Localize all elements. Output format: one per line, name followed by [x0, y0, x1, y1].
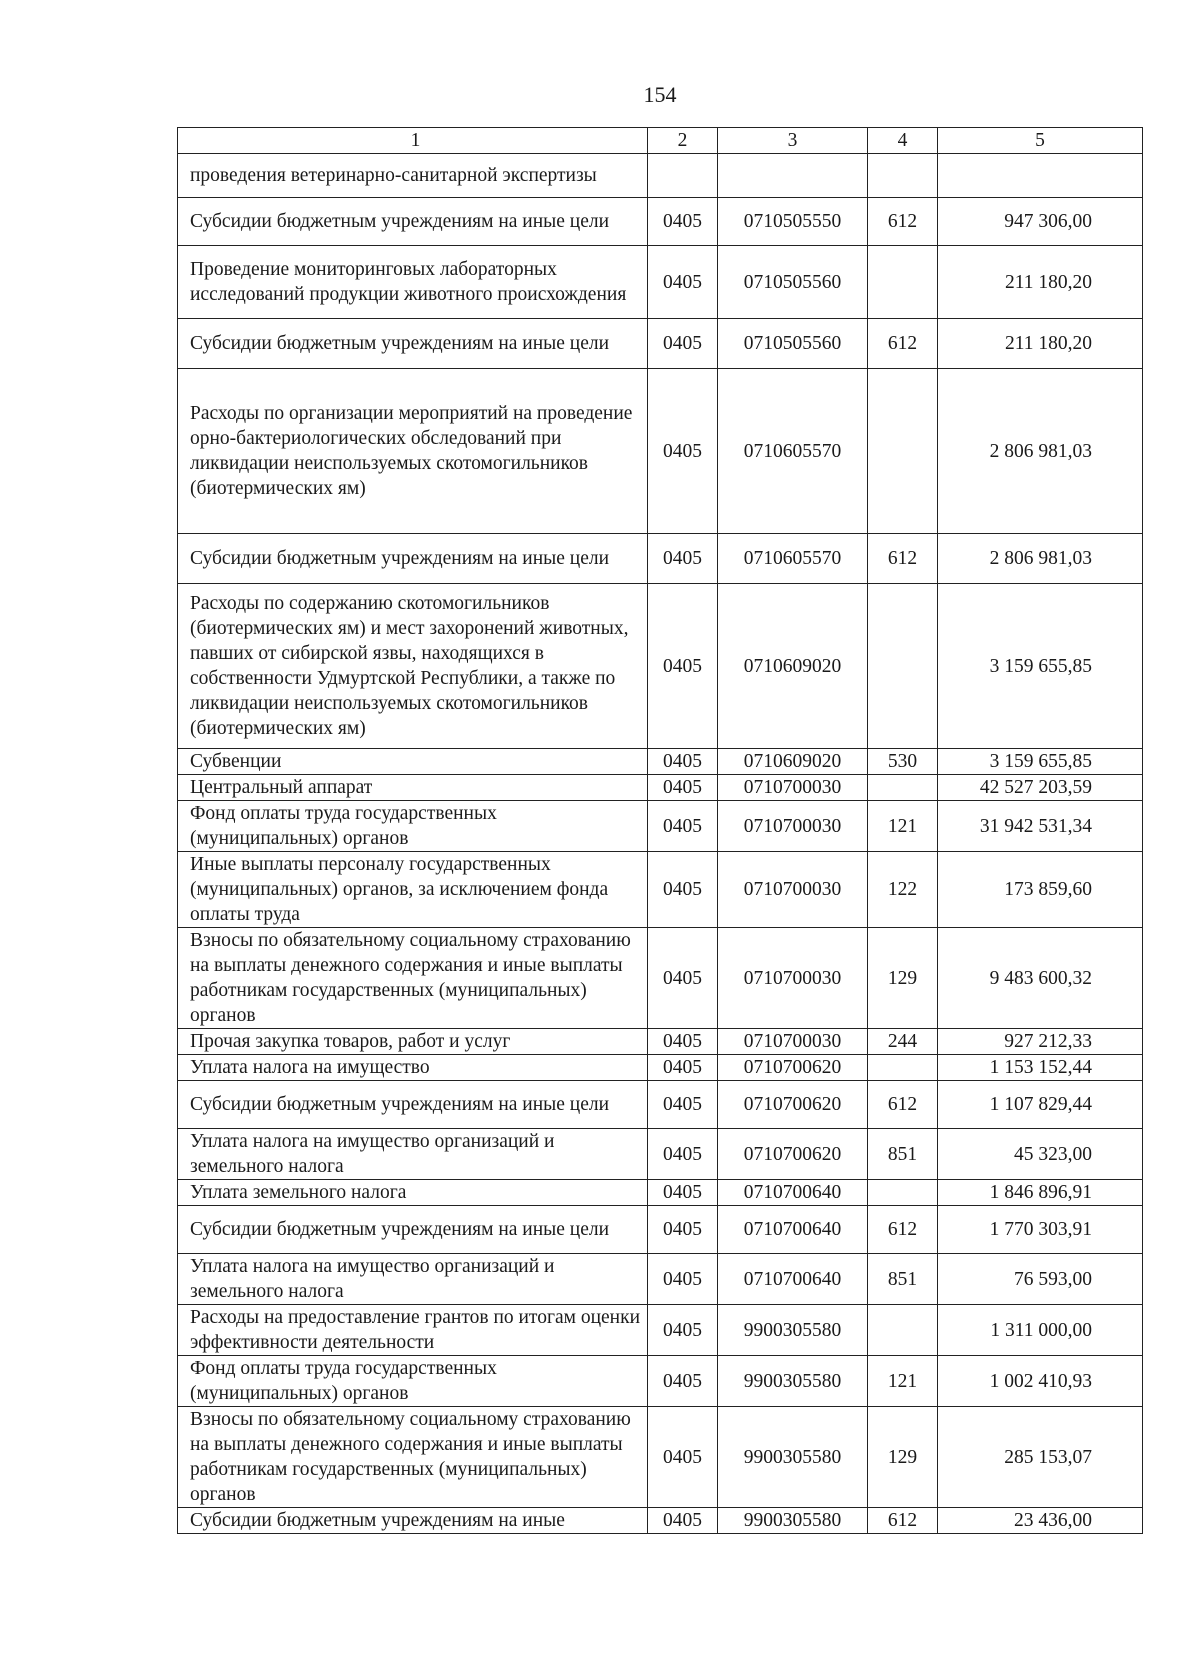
expense-name-cell: Взносы по обязательному социальному страхованию на выплаты денежного содержания и иные выплаты работникам государственных (муниципальных) органов	[178, 928, 648, 1029]
amount-cell: 3 159 655,85	[938, 584, 1143, 749]
expense-name-cell: Субсидии бюджетным учреждениям на иные цели	[178, 198, 648, 246]
table-row	[178, 198, 1143, 246]
section-code-cell: 0405	[648, 1254, 718, 1305]
expense-type-cell: 530	[868, 749, 938, 775]
amount-cell: 23 436,00	[938, 1508, 1143, 1534]
table-row	[178, 1081, 1143, 1129]
amount-cell: 211 180,20	[938, 246, 1143, 319]
amount-cell: 2 806 981,03	[938, 369, 1143, 534]
target-article-cell: 0710609020	[718, 749, 868, 775]
target-article-cell: 0710505560	[718, 319, 868, 369]
target-article-cell: 0710700030	[718, 928, 868, 1029]
amount-cell: 1 846 896,91	[938, 1180, 1143, 1206]
section-code-cell: 0405	[648, 749, 718, 775]
table-row	[178, 801, 1143, 852]
expense-type-cell	[868, 246, 938, 319]
table-row	[178, 1254, 1143, 1305]
expense-name-cell: Центральный аппарат	[178, 775, 648, 801]
amount-cell: 285 153,07	[938, 1407, 1143, 1508]
target-article-cell: 0710505560	[718, 246, 868, 319]
table-row	[178, 1356, 1143, 1407]
expense-type-cell	[868, 1305, 938, 1356]
table-row	[178, 1508, 1143, 1534]
table-row	[178, 928, 1143, 1029]
section-code-cell: 0405	[648, 369, 718, 534]
target-article-cell	[718, 154, 868, 198]
expense-name-cell: Фонд оплаты труда государственных (муниципальных) органов	[178, 1356, 648, 1407]
table-row	[178, 534, 1143, 584]
target-article-cell: 0710700620	[718, 1129, 868, 1180]
budget-table	[177, 127, 1143, 1534]
section-code-cell: 0405	[648, 1305, 718, 1356]
table-row	[178, 749, 1143, 775]
column-header: 3	[718, 128, 868, 154]
target-article-cell: 0710700620	[718, 1081, 868, 1129]
expense-type-cell: 121	[868, 801, 938, 852]
section-code-cell: 0405	[648, 1356, 718, 1407]
expense-name-cell: Субсидии бюджетным учреждениям на иные	[178, 1508, 648, 1534]
expense-name-cell: Иные выплаты персоналу государственных (муниципальных) органов, за исключением фонда оплаты труда	[178, 852, 648, 928]
expense-type-cell: 851	[868, 1129, 938, 1180]
amount-cell: 211 180,20	[938, 319, 1143, 369]
section-code-cell: 0405	[648, 1081, 718, 1129]
target-article-cell: 0710700640	[718, 1206, 868, 1254]
expense-name-cell: Расходы на предоставление грантов по итогам оценки эффективности деятельности	[178, 1305, 648, 1356]
table-row	[178, 1029, 1143, 1055]
expense-name-cell: Уплата налога на имущество	[178, 1055, 648, 1081]
column-header: 4	[868, 128, 938, 154]
table-row	[178, 1180, 1143, 1206]
section-code-cell: 0405	[648, 928, 718, 1029]
amount-cell: 9 483 600,32	[938, 928, 1143, 1029]
target-article-cell: 9900305580	[718, 1305, 868, 1356]
page-number: 154	[643, 82, 677, 107]
expense-type-cell	[868, 775, 938, 801]
target-article-cell: 0710505550	[718, 198, 868, 246]
target-article-cell: 0710605570	[718, 369, 868, 534]
column-header: 5	[938, 128, 1143, 154]
target-article-cell: 0710700640	[718, 1254, 868, 1305]
amount-cell: 45 323,00	[938, 1129, 1143, 1180]
expense-name-cell: Фонд оплаты труда государственных (муниципальных) органов	[178, 801, 648, 852]
section-code-cell: 0405	[648, 584, 718, 749]
section-code-cell: 0405	[648, 319, 718, 369]
target-article-cell: 0710700030	[718, 1029, 868, 1055]
amount-cell: 947 306,00	[938, 198, 1143, 246]
amount-cell: 1 107 829,44	[938, 1081, 1143, 1129]
amount-cell	[938, 154, 1143, 198]
section-code-cell: 0405	[648, 246, 718, 319]
section-code-cell: 0405	[648, 1129, 718, 1180]
table-row	[178, 775, 1143, 801]
section-code-cell: 0405	[648, 1407, 718, 1508]
expense-type-cell	[868, 1055, 938, 1081]
expense-name-cell: Субсидии бюджетным учреждениям на иные цели	[178, 319, 648, 369]
target-article-cell: 0710700620	[718, 1055, 868, 1081]
expense-type-cell: 129	[868, 1407, 938, 1508]
expense-name-cell: Субсидии бюджетным учреждениям на иные цели	[178, 534, 648, 584]
table-row	[178, 1407, 1143, 1508]
expense-name-cell: Прочая закупка товаров, работ и услуг	[178, 1029, 648, 1055]
expense-type-cell: 244	[868, 1029, 938, 1055]
table-row	[178, 369, 1143, 534]
expense-name-cell: Уплата налога на имущество организаций и земельного налога	[178, 1254, 648, 1305]
amount-cell: 1 002 410,93	[938, 1356, 1143, 1407]
target-article-cell: 9900305580	[718, 1508, 868, 1534]
section-code-cell: 0405	[648, 852, 718, 928]
amount-cell: 927 212,33	[938, 1029, 1143, 1055]
expense-type-cell	[868, 584, 938, 749]
expense-type-cell: 612	[868, 1081, 938, 1129]
expense-name-cell: Взносы по обязательному социальному страхованию на выплаты денежного содержания и иные выплаты работникам государственных (муниципальных) органов	[178, 1407, 648, 1508]
target-article-cell: 0710700030	[718, 852, 868, 928]
expense-name-cell: проведения ветеринарно-санитарной экспертизы	[178, 154, 648, 198]
expense-type-cell	[868, 369, 938, 534]
target-article-cell: 0710605570	[718, 534, 868, 584]
amount-cell: 1 153 152,44	[938, 1055, 1143, 1081]
section-code-cell: 0405	[648, 801, 718, 852]
section-code-cell	[648, 154, 718, 198]
column-header: 2	[648, 128, 718, 154]
expense-type-cell: 612	[868, 1508, 938, 1534]
section-code-cell: 0405	[648, 1055, 718, 1081]
expense-type-cell: 612	[868, 319, 938, 369]
expense-name-cell: Субсидии бюджетным учреждениям на иные цели	[178, 1206, 648, 1254]
section-code-cell: 0405	[648, 1508, 718, 1534]
section-code-cell: 0405	[648, 1206, 718, 1254]
amount-cell: 31 942 531,34	[938, 801, 1143, 852]
section-code-cell: 0405	[648, 775, 718, 801]
expense-name-cell: Уплата земельного налога	[178, 1180, 648, 1206]
expense-type-cell	[868, 154, 938, 198]
column-header: 1	[178, 128, 648, 154]
amount-cell: 42 527 203,59	[938, 775, 1143, 801]
target-article-cell: 9900305580	[718, 1356, 868, 1407]
amount-cell: 173 859,60	[938, 852, 1143, 928]
table-row	[178, 852, 1143, 928]
table-row	[178, 319, 1143, 369]
expense-name-cell: Расходы по организации мероприятий на проведение орно-бактериологических обследований при ликвидации неиспользуемых скотомогильников (биотермических ям)	[178, 369, 648, 534]
amount-cell: 1 770 303,91	[938, 1206, 1143, 1254]
table-row	[178, 1055, 1143, 1081]
table-header-row	[178, 128, 1143, 154]
section-code-cell: 0405	[648, 1029, 718, 1055]
section-code-cell: 0405	[648, 198, 718, 246]
expense-name-cell: Уплата налога на имущество организаций и земельного налога	[178, 1129, 648, 1180]
table-row	[178, 1129, 1143, 1180]
expense-type-cell	[868, 1180, 938, 1206]
expense-type-cell: 851	[868, 1254, 938, 1305]
amount-cell: 3 159 655,85	[938, 749, 1143, 775]
target-article-cell: 0710700640	[718, 1180, 868, 1206]
section-code-cell: 0405	[648, 534, 718, 584]
table-row	[178, 1305, 1143, 1356]
expense-name-cell: Проведение мониторинговых лабораторных исследований продукции животного происхождения	[178, 246, 648, 319]
expense-type-cell: 121	[868, 1356, 938, 1407]
expense-name-cell: Субвенции	[178, 749, 648, 775]
table-row	[178, 584, 1143, 749]
target-article-cell: 9900305580	[718, 1407, 868, 1508]
expense-name-cell: Расходы по содержанию скотомогильников (биотермических ям) и мест захоронений животных, павших от сибирской язвы, находящихся в собственности Удмуртской Республики, а также по ликвидации неиспользуемых скотомогильников (биотермических ям)	[178, 584, 648, 749]
table-row	[178, 1206, 1143, 1254]
expense-type-cell: 612	[868, 534, 938, 584]
table-row	[178, 154, 1143, 198]
amount-cell: 76 593,00	[938, 1254, 1143, 1305]
target-article-cell: 0710700030	[718, 775, 868, 801]
expense-type-cell: 129	[868, 928, 938, 1029]
amount-cell: 1 311 000,00	[938, 1305, 1143, 1356]
expense-type-cell: 612	[868, 1206, 938, 1254]
target-article-cell: 0710700030	[718, 801, 868, 852]
expense-type-cell: 612	[868, 198, 938, 246]
table-row	[178, 246, 1143, 319]
expense-name-cell: Субсидии бюджетным учреждениям на иные цели	[178, 1081, 648, 1129]
expense-type-cell: 122	[868, 852, 938, 928]
target-article-cell: 0710609020	[718, 584, 868, 749]
section-code-cell: 0405	[648, 1180, 718, 1206]
amount-cell: 2 806 981,03	[938, 534, 1143, 584]
